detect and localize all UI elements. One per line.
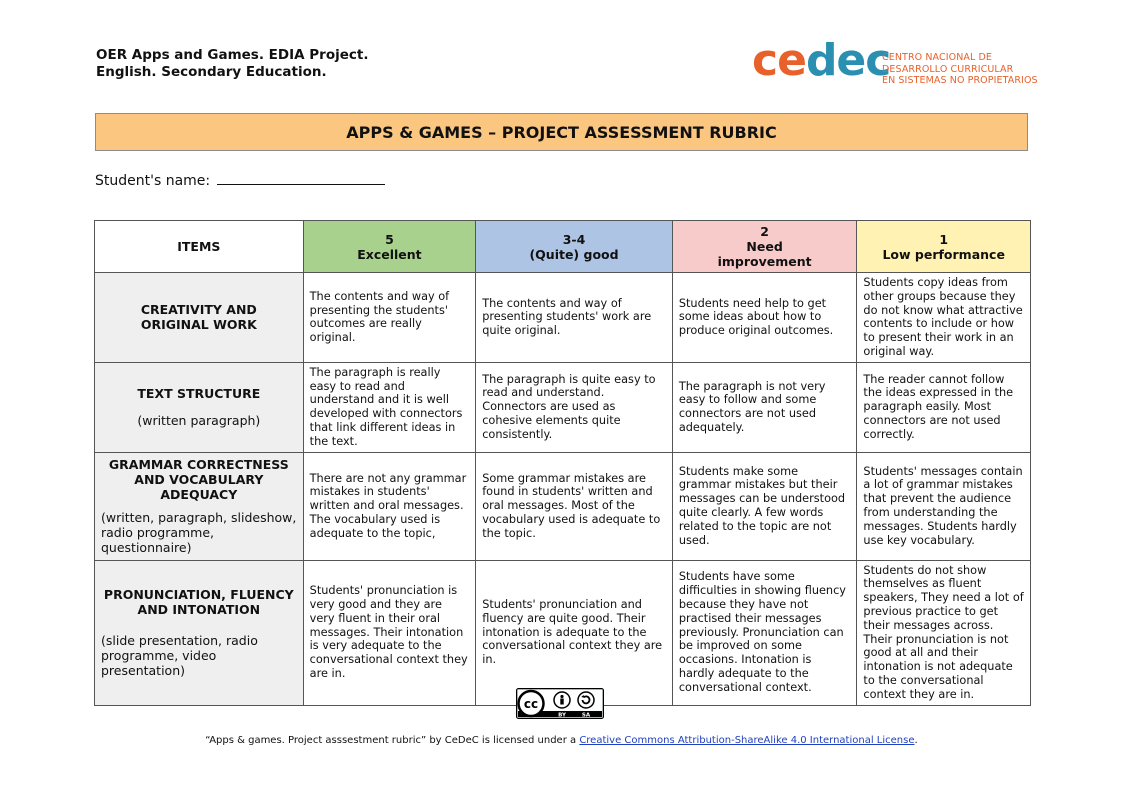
logo-wordmark <box>752 36 890 86</box>
svg-text:cc: cc <box>523 697 539 711</box>
item-cell <box>95 452 304 560</box>
table-header-row <box>95 221 1031 273</box>
item-subtitle: (slide presentation, radio programme, video presentation) <box>101 633 258 679</box>
item-title: TEXT STRUCTURE <box>137 386 261 402</box>
item-cell <box>95 560 304 705</box>
header-5-label: Excellent <box>357 246 422 262</box>
header-1-label: Low performance <box>882 246 1005 262</box>
student-name-label: Student's name: <box>95 173 211 189</box>
header-score-3-4 <box>476 221 673 273</box>
logo-tagline <box>882 52 1052 87</box>
header-items: ITEMS <box>95 221 304 273</box>
cell-score-2: Students make some grammar mistakes but their messages can be understood quite clearly. A few words related to the topic are not used. <box>672 452 857 560</box>
cell-score-2: Students have some difficulties in showing fluency because they have not practised their messages previously. Pronunciation can be improved on some occasions. Intonation is hardly adequate to the conversational context. <box>672 560 857 705</box>
header-34-score: 3-4 <box>562 231 586 247</box>
header-34-label: (Quite) good <box>529 246 619 262</box>
cc-sa-text: SA <box>581 712 591 719</box>
logo-tag-line-2: DESARROLLO CURRICULAR <box>882 63 1014 75</box>
header-score-1 <box>857 221 1031 273</box>
header-1-score: 1 <box>939 231 949 247</box>
creative-commons-badge[interactable] <box>516 688 604 719</box>
table-row <box>95 273 1031 363</box>
table-row <box>95 452 1031 560</box>
item-title: PRONUNCIATION, FLUENCY AND INTONATION <box>103 587 294 618</box>
cell-score-1: Students copy ideas from other groups because they do not know what attractive contents to include or how to present their work in an original way. <box>857 273 1031 363</box>
cell-score-5: The paragraph is really easy to read and understand and it is well developed with connectors that link different ideas in the text. <box>303 362 476 452</box>
cell-score-3-4: Students' pronunciation and fluency are quite good. Their intonation is adequate to the conversational context they are in. <box>476 560 673 705</box>
footer-end: . <box>914 735 918 746</box>
assessment-rubric-table <box>94 220 1031 706</box>
header-line-2: English. Secondary Education. <box>96 64 327 80</box>
header-5-score: 5 <box>385 231 394 247</box>
cc-by-text: BY <box>558 712 566 719</box>
header-2-label: Need improvement <box>717 239 812 269</box>
student-name-blank-line[interactable] <box>217 170 385 185</box>
logo-tag-line-3: EN SISTEMAS NO PROPIETARIOS <box>882 75 1038 86</box>
cell-score-3-4: The contents and way of presenting students' work are quite original. <box>476 273 673 363</box>
header-score-2 <box>672 221 857 273</box>
cell-score-1: The reader cannot follow the ideas expressed in the paragraph easily. Most connectors are not used correctly. <box>857 362 1031 452</box>
cell-score-3-4: Some grammar mistakes are found in students' written and oral messages. Most of the vocabulary used is adequate to the topic. <box>476 452 673 560</box>
logo-word-part1: ce <box>752 35 806 86</box>
cell-score-1: Students do not show themselves as fluent speakers, They need a lot of previous practice to get their messages across. Their pronunciation is not good at all and their intonation is not adequate to the conversational context they are in. <box>857 560 1031 705</box>
rubric-title: APPS & GAMES – PROJECT ASSESSMENT RUBRIC <box>95 113 1028 151</box>
item-cell <box>95 362 304 452</box>
cell-score-5: Students' pronunciation is very good and they are very fluent in their oral messages. Their intonation is very adequate to the conversational context they are in. <box>303 560 476 705</box>
cc-by-sa-icon <box>516 688 604 719</box>
item-title: CREATIVITY AND ORIGINAL WORK <box>140 302 257 333</box>
cell-score-3-4: The paragraph is quite easy to read and understand. Connectors are used as cohesive elements quite consistently. <box>476 362 673 452</box>
item-subtitle: (written, paragraph, slideshow, radio programme, questionnaire) <box>101 510 297 556</box>
header-line-1: OER Apps and Games. EDIA Project. <box>96 47 369 63</box>
table-row <box>95 560 1031 705</box>
license-footer <box>0 735 1123 746</box>
cell-score-1: Students' messages contain a lot of grammar mistakes that prevent the audience from understanding the messages. Students hardly use key vocabulary. <box>857 452 1031 560</box>
cell-score-5: The contents and way of presenting the students' outcomes are really original. <box>303 273 476 363</box>
item-subtitle: (written paragraph) <box>137 413 261 429</box>
logo-tag-line-1: CENTRO NACIONAL DE <box>882 52 993 63</box>
footer-text: “Apps & games. Project asssestment rubric” by CeDeC is licensed under a <box>205 735 577 746</box>
item-cell <box>95 273 304 363</box>
student-name-field <box>95 170 385 189</box>
cell-score-2: Students need help to get some ideas about how to produce original outcomes. <box>672 273 857 363</box>
item-title: GRAMMAR CORRECTNESS AND VOCABULARY ADEQUACY <box>108 457 289 503</box>
header-score-5 <box>303 221 476 273</box>
logo-word-part2: dec <box>805 35 891 86</box>
cell-score-5: There are not any grammar mistakes in students' written and oral messages. The vocabulary used is adequate to the topic, <box>303 452 476 560</box>
cell-score-2: The paragraph is not very easy to follow and some connectors are not used adequately. <box>672 362 857 452</box>
table-row <box>95 362 1031 452</box>
license-link[interactable]: Creative Commons Attribution-ShareAlike 4.0 International License <box>579 735 915 746</box>
header-2-score: 2 <box>760 224 769 239</box>
document-header <box>96 47 368 81</box>
